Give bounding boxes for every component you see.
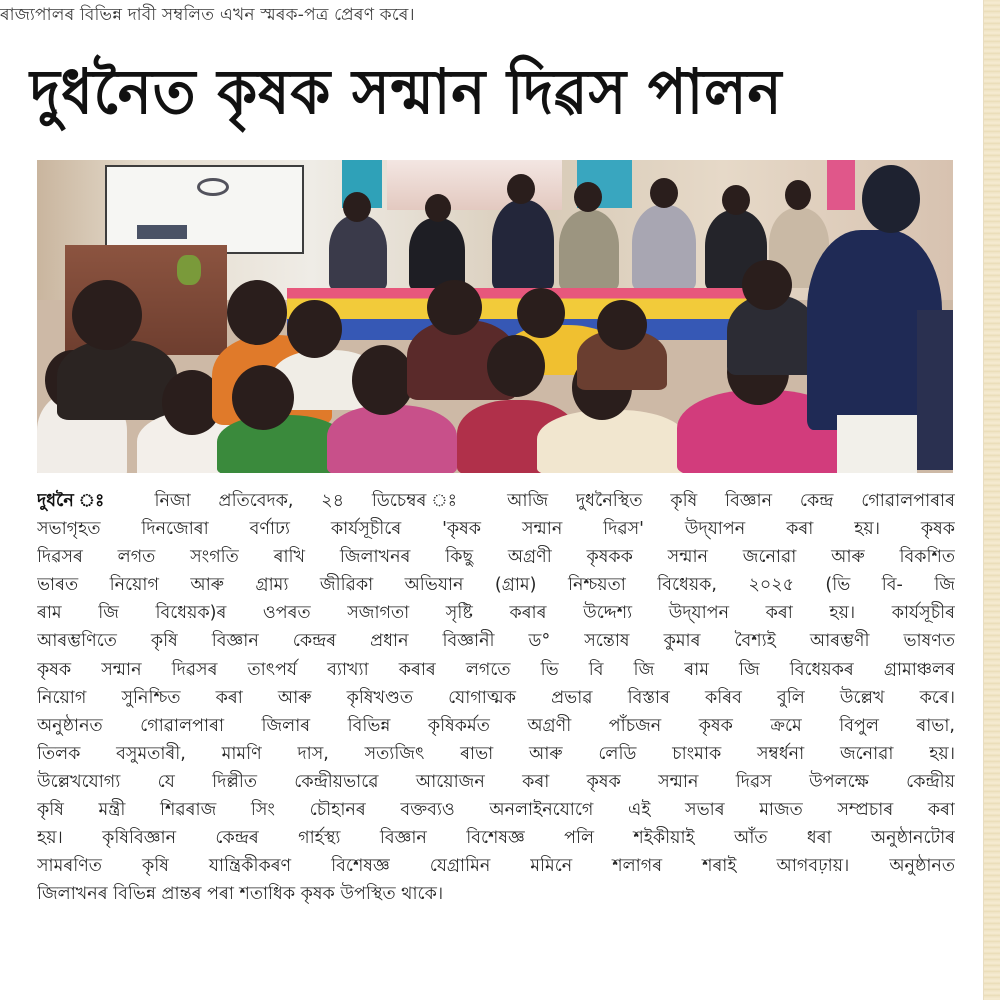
dateline: দুধনৈ ঃ — [37, 491, 127, 511]
dignitary-head — [650, 178, 678, 208]
dignitary — [559, 210, 619, 290]
standing-man-trousers — [837, 415, 917, 473]
audience-head — [352, 345, 414, 415]
article-line: জিলাখনৰ বিভিন্ন প্ৰান্তৰ পৰা শতাধিক কৃষক উপস্থিত থাকে। — [37, 884, 444, 905]
dignitary — [329, 215, 387, 290]
audience-head — [287, 300, 342, 358]
article-line: কৃষক সন্মান দিৱসৰ তাৎপৰ্য ব্যাখ্যা কৰাৰ লগতে ভি বি জি ৰাম জি বিধেয়কৰ গ্ৰামাঞ্চলৰ — [37, 659, 955, 680]
paper-edge — [983, 0, 1000, 1000]
article-line: সভাগৃহত দিনজোৰা বৰ্ণাঢ্য কাৰ্যসূচীৰে 'কৃষক সন্মান দিৱস' উদ্‌যাপন কৰা হয়। কৃষক — [37, 519, 955, 540]
dignitary — [492, 200, 554, 290]
audience-head — [517, 288, 565, 338]
headline: দুধনৈত কৃষক সন্মান দিৱস পালন — [30, 55, 783, 128]
dignitary-head — [785, 180, 811, 210]
standing-man-head — [862, 165, 920, 233]
dignitary-head — [574, 182, 602, 212]
audience-head — [742, 260, 792, 310]
dignitary-head — [507, 174, 535, 204]
article-line: ভাৰত নিয়োগ আৰু গ্ৰাম্য জীৱিকা অভিযান (গ্ৰাম) নিশ্চয়তা বিধেয়ক, ২০২৫ (ভি বি- জি — [37, 575, 955, 596]
audience-head — [227, 280, 287, 345]
audience-head — [72, 280, 142, 350]
podium-emblem-icon — [177, 255, 201, 285]
previous-article-tail: ৰাজ্যপালৰ বিভিন্ন দাবী সম্বলিত এখন স্মৰক-পত্ৰ প্ৰেৰণ কৰে। — [0, 5, 415, 25]
article-line: হয়। কৃষিবিজ্ঞান কেন্দ্ৰৰ গাৰ্হস্থ্য বিজ্ঞান বিশেষজ্ঞ পলি শইকীয়াই আঁত ধৰা অনুষ্ঠানটোৰ — [37, 828, 955, 849]
audience-head — [427, 280, 482, 335]
audience-member — [917, 310, 953, 470]
audience-member — [57, 340, 177, 420]
article-line: নিয়োগ সুনিশ্চিত কৰা আৰু কৃষিখণ্ডত যোগাত্মক প্ৰভাৱ বিস্তাৰ কৰিব বুলি উল্লেখ কৰে। — [37, 687, 955, 708]
news-photo — [37, 160, 953, 473]
audience-member — [327, 405, 457, 473]
article-line: আৰম্ভণিতে কৃষি বিজ্ঞান কেন্দ্ৰৰ প্ৰধান বিজ্ঞানী ড° সন্তোষ কুমাৰ বৈশ্যই আৰম্ভণী ভাষণত — [37, 631, 955, 652]
audience-head — [487, 335, 545, 397]
article-line: দিৱসৰ লগত সংগতি ৰাখি জিলাখনৰ কিছু অগ্ৰণী কৃষকক সন্মান জনোৱা আৰু বিকশিত — [37, 547, 955, 568]
dignitary-head — [343, 192, 371, 222]
article-line: উল্লেখযোগ্য যে দিল্লীত কেন্দ্ৰীয়ভাৱে আয়োজন কৰা কৃষক সন্মান দিৱস উপলক্ষে কেন্দ্ৰীয় — [37, 771, 955, 792]
dignitary-head — [425, 194, 451, 222]
article-line: কৃষি মন্ত্ৰী শিৱৰাজ সিং চৌহানৰ বক্তব্যও অনলাইনযোগে এই সভাৰ মাজত সম্প্ৰচাৰ কৰা — [37, 800, 955, 821]
article-line: তিলক বসুমতাৰী, মামণি দাস, সত্যজিৎ ৰাভা আৰু লেডি চাংমাক সম্বৰ্ধনা জনোৱা হয়। — [37, 743, 955, 764]
audience-member — [537, 410, 687, 473]
article-body — [37, 487, 955, 908]
audience-head — [597, 300, 647, 350]
article-line: ৰাম জি বিধেয়ক)ৰ ওপৰত সজাগতা সৃষ্টি কৰাৰ উদ্দেশ্য উদ্‌যাপন কৰা হয়। কাৰ্যসূচীৰ — [37, 603, 955, 624]
screen-logo-icon — [197, 178, 229, 196]
audience-head — [232, 365, 294, 430]
article-line: অনুষ্ঠানত গোৱালপাৰা জিলাৰ বিভিন্ন কৃষিকৰ্মত অগ্ৰণী পাঁচজন কৃষক ক্ৰমে বিপুল ৰাভা, — [37, 715, 955, 736]
dignitary-head — [722, 185, 750, 215]
article-line: সামৰণিত কৃষি যান্ত্ৰিকীকৰণ বিশেষজ্ঞ যেগ্ৰামিন মমিনে শলাগৰ শৰাই আগবঢ়ায়। অনুষ্ঠানত — [37, 856, 955, 877]
dignitary — [632, 205, 696, 290]
stage-curtain-pink — [827, 160, 855, 210]
laptop — [137, 225, 187, 239]
article-line: দুধনৈ ঃ নিজা প্ৰতিবেদক, ২৪ ডিচেম্বৰ ঃ আজি দুধনৈস্থিত কৃষি বিজ্ঞান কেন্দ্ৰ গোৱালপাৰাৰ — [37, 491, 955, 511]
